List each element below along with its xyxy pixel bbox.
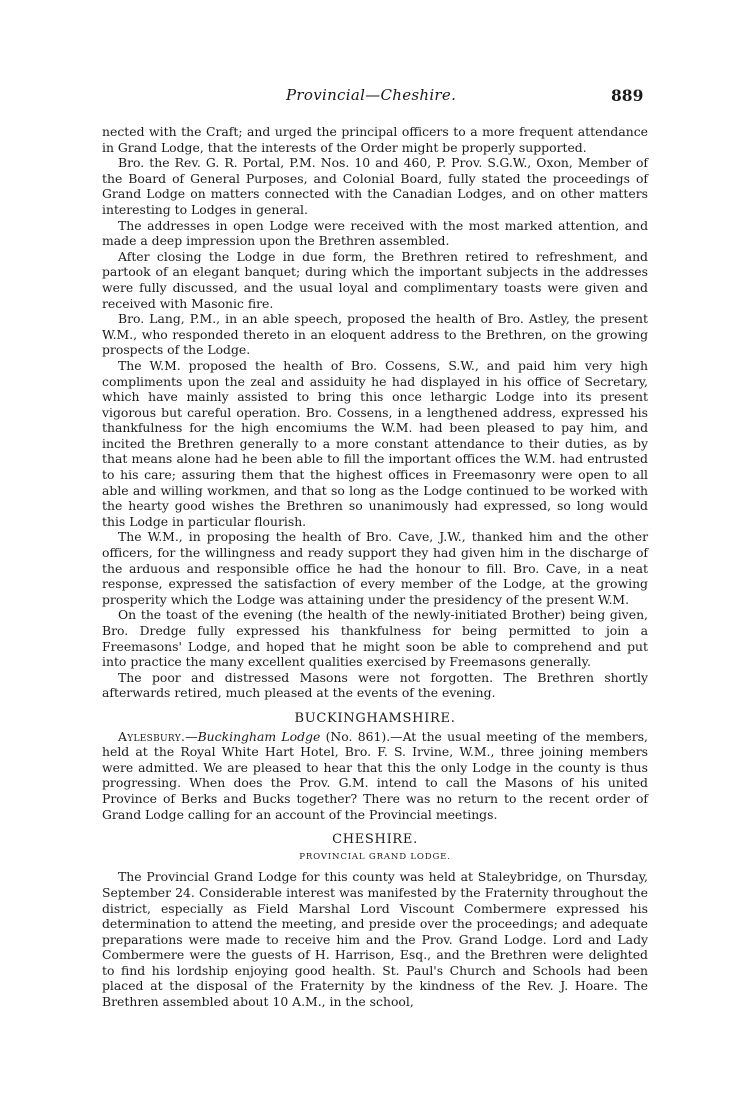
paragraph: The poor and distressed Masons were not forgotten. The Brethren shortly afterwards retired, much pleased at the events of the evening. (102, 669, 648, 701)
paragraph: Bro. Lang, P.M., in an able speech, proposed the health of Bro. Astley, the present W.M., who responded thereto in an eloquent address to the Brethren, on the growing prospects of the Lodge. (102, 311, 648, 358)
subheading-provincial-grand-lodge: PROVINCIAL GRAND LODGE. (299, 851, 451, 862)
article-body (102, 124, 648, 1010)
page-number: 889 (611, 86, 644, 105)
running-title: Provincial—Cheshire. (286, 86, 457, 104)
paragraph: After closing the Lodge in due form, the Brethren retired to refreshment, and partook of an elegant banquet; during which the important subjects in the addresses were fully discussed, and the usual loyal and complimentary toasts were given and received with Masonic fire. (102, 248, 648, 311)
section-heading-buckinghamshire: BUCKINGHAMSHIRE. (294, 710, 456, 726)
paragraph: Bro. the Rev. G. R. Portal, P.M. Nos. 10 and 460, P. Prov. S.G.W., Oxon, Member of the Board of General Purposes, and Colonial Board, fully stated the proceedings of Grand Lodge on matters connected with the Canadian Lodges, and on other matters interesting to Lodges in general. (102, 155, 648, 217)
paragraph-text: (No. 861).—At the usual meeting of the members, held at the Royal White Hart Hotel, Bro. F. S. Irvine, W.M., three joining members were admitted. We are pleased to hear that this the only Lodge in the county is thus progressing. When does the Prov. G.M. intend to call the Masons of his united Province of Berks and Bucks together? There was no return to the recent order of Grand Lodge calling for an account of the Provincial meetings. (102, 728, 648, 822)
paragraph: On the toast of the evening (the health of the newly-initiated Brother) being given, Bro. Dredge fully expressed his thankfulness for being permitted to join a Freemasons' Lodge, and hoped that he might soon be able to comprehend and put into practice the many excellent qualities exercised by Freemasons generally. (102, 607, 648, 670)
section-heading-cheshire: CHESHIRE. (332, 832, 418, 848)
paragraph-aylesbury: Aylesbury.—Buckingham Lodge (No. 861).—At the usual meeting of the members, held at the Royal White Hart Hotel, Bro. F. S. Irvine, W.M., three joining members were admitted. We are pleased to hear that this the only Lodge in the county is thus progressing. When does the Prov. G.M. intend to call the Masons of his united Province of Berks and Bucks together? There was no return to the recent order of Grand Lodge calling for an account of the Provincial meetings. (102, 728, 648, 822)
paragraph: The W.M., in proposing the health of Bro. Cave, J.W., thanked him and the other officers, for the willingness and ready support they had given him in the discharge of the arduous and responsible office he had the honour to fill. Bro. Cave, in a neat response, expressed the satisfaction of every member of the Lodge, at the growing prosperity which the Lodge was attaining under the presidency of the present W.M. (102, 529, 648, 607)
paragraph: nected with the Craft; and urged the principal officers to a more frequent attendance in Grand Lodge, that the interests of the Order might be properly supported. (102, 124, 648, 155)
paragraph: The addresses in open Lodge were received with the most marked attention, and made a deep impression upon the Brethren assembled. (102, 217, 648, 249)
paragraph: The W.M. proposed the health of Bro. Cossens, S.W., and paid him very high compliments upon the zeal and assiduity he had displayed in his office of Secretary, which have mainly assisted to bring this once lethargic Lodge into its present vigorous but careful operation. Bro. Cossens, in a lengthened address, expressed his thankfulness for the high encomiums the W.M. had been pleased to pay him, and incited the Brethren generally to a more constant attendance to their duties, as by that means alone had he been able to fill the important offices the W.M. had entrusted to his care; assuring them that the highest offices in Freemasonry were open to all able and willing workmen, and that so long as the Lodge continued to be worked with the hearty good wishes the Brethren so unanimously had expressed, so long would this Lodge in particular flourish. (102, 357, 648, 529)
lodge-name: Buckingham Lodge (197, 728, 321, 744)
place-name: Aylesbury. (118, 728, 186, 744)
running-head (0, 86, 747, 108)
paragraph-cheshire: The Provincial Grand Lodge for this county was held at Staleybridge, on Thursday, September 24. Considerable interest was manifested by the Fraternity throughout the district, especially as Field Marshal Lord Viscount Combermere expressed his determination to attend the meeting, and preside over the proceedings; and adequate preparations were made to receive him and the Prov. Grand Lodge. Lord and Lady Combermere were the guests of H. Harrison, Esq., and the Brethren were delighted to find his lordship enjoying good health. St. Paul's Church and Schools had been placed at the disposal of the Fraternity by the kindness of the Rev. J. Hoare. The Brethren assembled about 10 A.M., in the school, (102, 869, 648, 1010)
